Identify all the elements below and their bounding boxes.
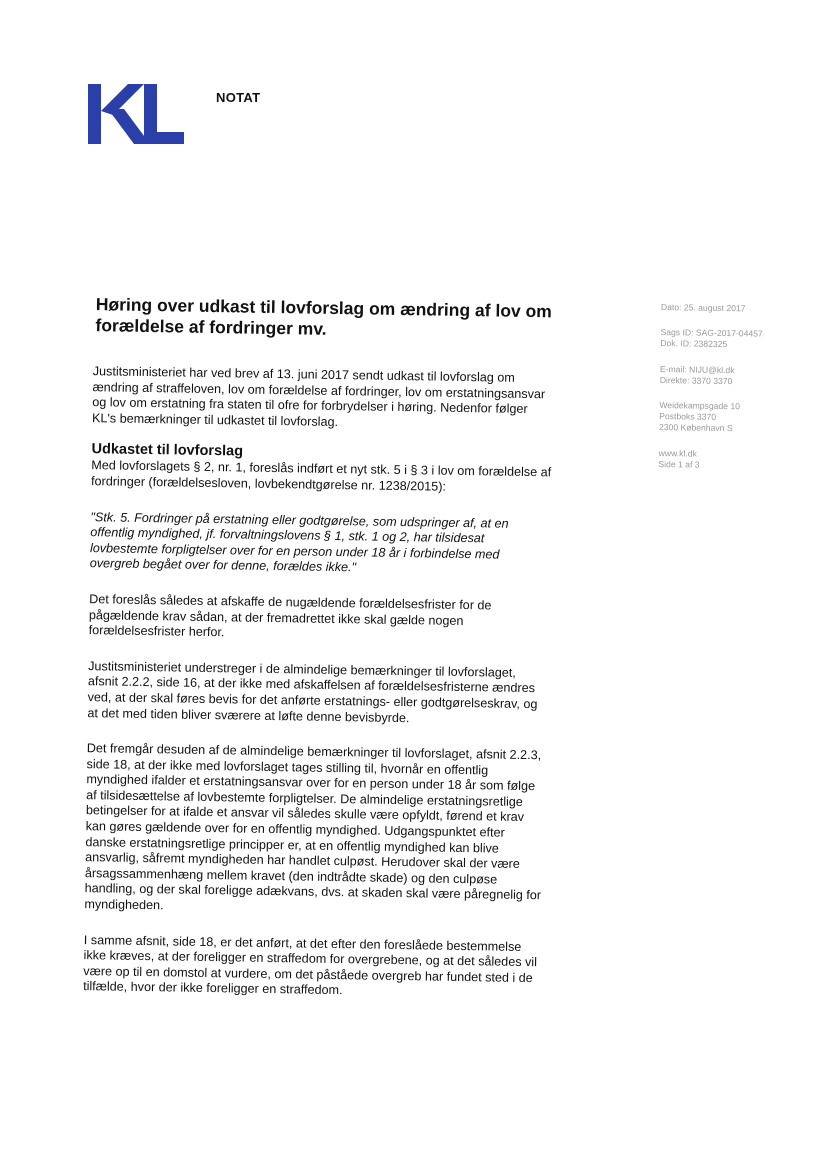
address-line-1: Weidekampsgade 10: [659, 400, 741, 412]
email-line: E-mail: NIJU@kl.dk: [659, 363, 735, 375]
kl-logo-mark: [88, 84, 186, 144]
paragraph-3: Justitsministeriet understreger i de almindelige bemærkninger til lovforslaget, afsnit 2.2.2, side 16, at der ikke med afskaffelsen af forældelsesfristerne ændres ved, at der skal føres bevis for det anførte erstatnings- eller godtgørelseskrav, og at det med tiden bliver sværere at løfte denne bevisbyrde.: [87, 658, 538, 725]
address-line-3: 2300 København S: [658, 422, 733, 434]
intro-paragraph: Justitsministeriet har ved brev af 13. juni 2017 sendt udkast til lovforslag om ændring af straffeloven, lov om forældelse af fordringer, lov om erstatningsansvar og lov om erstatning fra staten til ofre for forbrydelser i høring. Nedenfor følger KL's bemærkninger til udkastet til lovforslag.: [91, 364, 546, 429]
document-type-label: NOTAT: [216, 90, 261, 105]
doc-id-line: Dok. ID: 2382325: [660, 338, 728, 350]
paragraph-5: I samme afsnit, side 18, er det anført, at det efter den foreslåede bestemmelse ikke kræves, at der foreligger en straffedom for overgrebene, og at det således vil være op til en domstol at vurdere, om det påståede overgreb har fundet sted i de tilfælde, hvor der ikke foreligger en straffedom.: [83, 932, 538, 998]
case-id-line: Sags ID: SAG-2017-04457: [660, 327, 763, 339]
quoted-provision: "Stk. 5. Fordringer på erstatning eller godtgørelse, som udspringer af, at en offentlig myndighed, jf. forvaltningslovens § 1, stk. 1 og 2, har tilsidesat lovbestemte forpligtelser over for en person under 18 år i forbindelse med overgreb begået over for denne, forældes ikke.": [89, 509, 509, 575]
website-line: www.kl.dk: [658, 447, 697, 459]
section-heading: Udkastet til lovforslag: [91, 441, 244, 460]
paragraph-2: Det foreslås således at afskaffe de nugældende forældelsesfrister for de pågældende krav sådan, at der fremadrettet ikke skal gælde nogen forældelsesfrister herfor.: [88, 592, 492, 640]
address-line-2: Postboks 3370: [659, 411, 717, 423]
metadata-sidebar: [658, 302, 811, 472]
date-line: Dato: 25. august 2017: [660, 302, 746, 314]
paragraph-1: Med lovforslagets § 2, nr. 1, foreslås indført et nyt stk. 5 i § 3 i lov om forældelse af fordringer (forældelsesloven, lovbekendtgørelse nr. 1238/2015):: [90, 458, 552, 494]
paragraph-4: Det fremgår desuden af de almindelige bemærkninger til lovforslaget, afsnit 2.2.3, side 18, at der ikke med lovforslaget tages stilling til, hvornår en offentlig myndighed ifalder et erstatningsansvar over for en person under 18 år som følge af tilsidesættelse af lovbestemte forpligtelser. De almindelige erstatningsretlige betingelser for at ifalde et ansvar vil således skulle være opfyldt, førend et krav kan gøres gældende over for en offentlig myndighed. Udgangspunktet efter danske erstatningsretlige principper er, at en offentlig myndighed kan blive ansvarlig, såfremt myndigheden har handlet culpøst. Herudover skal der være årsagssammenhæng mellem kravet (den indtrådte skade) og den culpøse handling, og der skal foreligge adækvans, dvs. at skaden skal være påregnelig for myndigheden.: [84, 741, 542, 913]
page-number: Side 1 af 3: [658, 458, 700, 470]
memo-title: Høring over udkast til lovforslag om ændring af lov om forældelse af fordringer mv.: [95, 294, 552, 339]
memo-body: [73, 294, 554, 1022]
direct-phone-line: Direkte: 3370 3370: [659, 374, 733, 386]
kl-logo: [88, 84, 186, 144]
